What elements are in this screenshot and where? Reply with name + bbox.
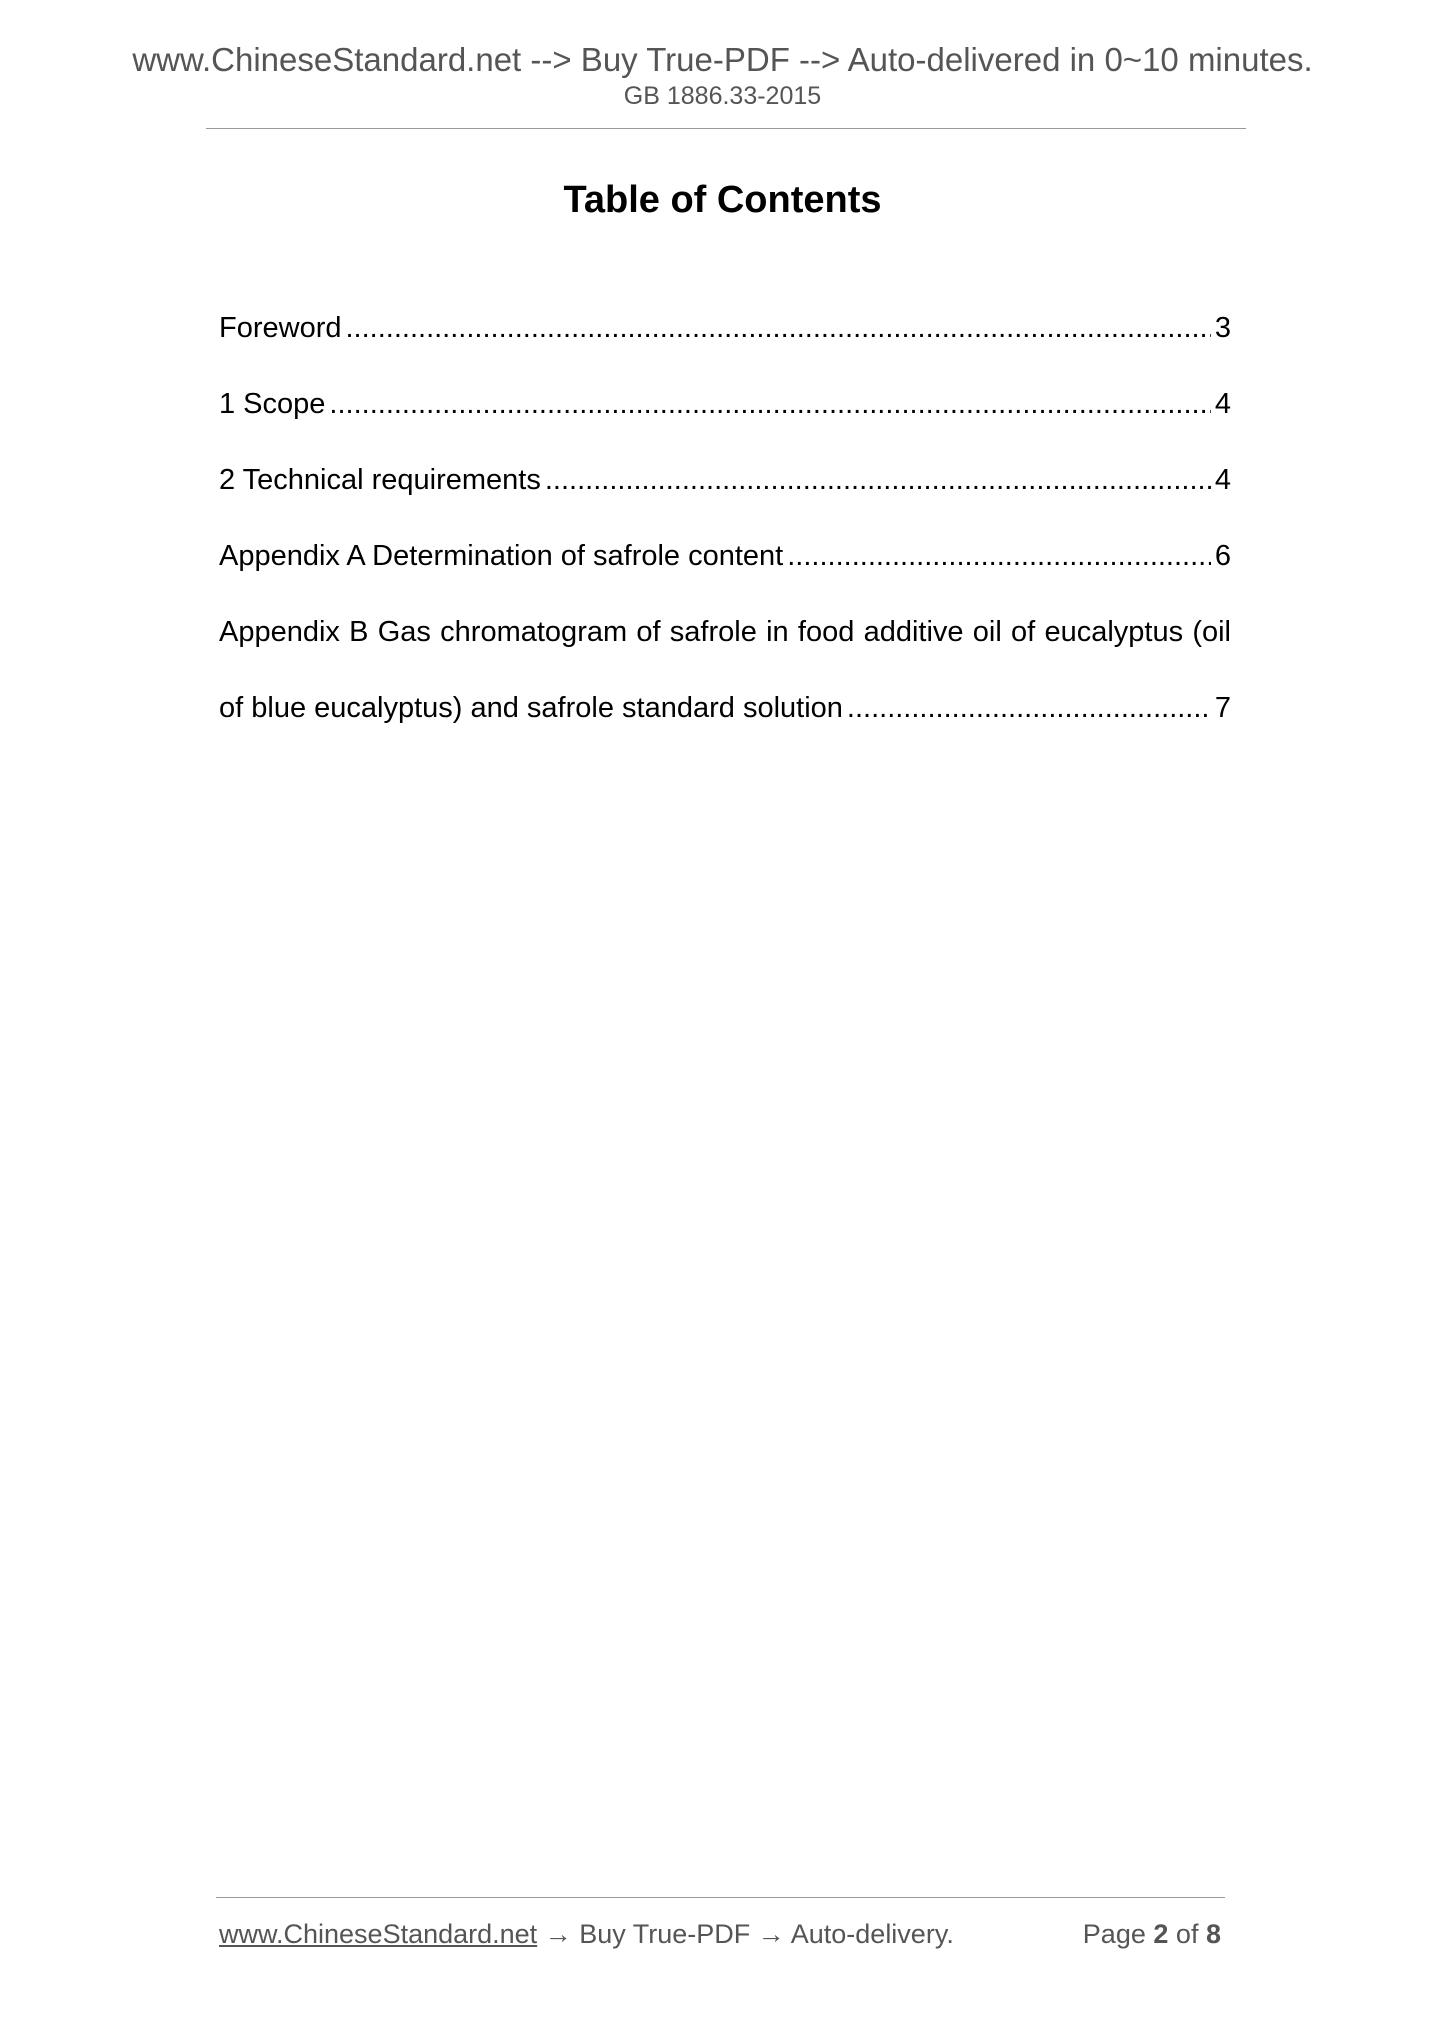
toc-entry-label-line1: Appendix B Gas chromatogram of safrole in food additive oil of eucalyptus (oil	[219, 616, 1231, 648]
toc-entry-page: 7	[1214, 692, 1231, 724]
toc-list	[219, 290, 1231, 746]
toc-entry-label: 1 Scope	[219, 388, 326, 420]
of-word: of	[1175, 1919, 1199, 1949]
toc-entry-technical-requirements[interactable]	[219, 442, 1231, 518]
footer-divider	[216, 1897, 1225, 1898]
total-pages-number: 8	[1205, 1919, 1221, 1949]
header-divider	[206, 128, 1246, 129]
header-banner: www.ChineseStandard.net --> Buy True-PDF --> Auto-delivered in 0~10 minutes.	[132, 41, 1313, 78]
standard-number: GB 1886.33-2015	[623, 82, 822, 110]
page-indicator	[1083, 1914, 1221, 1954]
toc-leader-dots	[787, 518, 1211, 594]
footer-promo	[219, 1914, 954, 1954]
toc-entry-label: 2 Technical requirements	[219, 464, 541, 496]
toc-entry-label-line2: of blue eucalyptus) and safrole standard solution	[219, 692, 843, 724]
toc-leader-dots	[346, 290, 1211, 366]
toc-leader-dots	[847, 670, 1211, 746]
toc-entry-foreword[interactable]	[219, 290, 1231, 366]
toc-title: Table of Contents	[563, 179, 882, 221]
current-page-number: 2	[1153, 1919, 1169, 1949]
toc-entry-scope[interactable]	[219, 366, 1231, 442]
toc-entry-label: Foreword	[219, 312, 342, 344]
toc-leader-dots	[329, 366, 1210, 442]
toc-entry-label: Appendix A Determination of safrole content	[219, 540, 784, 572]
toc-entry-page: 3	[1214, 312, 1231, 344]
toc-entry-appendix-b[interactable]	[219, 594, 1231, 746]
toc-entry-appendix-a[interactable]	[219, 518, 1231, 594]
toc-entry-page: 4	[1214, 388, 1231, 420]
toc-entry-page: 4	[1214, 464, 1231, 496]
footer-tagline: → Buy True-PDF → Auto-delivery.	[537, 1919, 954, 1949]
toc-leader-dots	[545, 442, 1211, 518]
page-word: Page	[1082, 1919, 1146, 1949]
page-footer	[219, 1914, 1225, 1954]
footer-site-link[interactable]: www.ChineseStandard.net	[219, 1919, 538, 1949]
toc-entry-page: 6	[1214, 540, 1231, 572]
